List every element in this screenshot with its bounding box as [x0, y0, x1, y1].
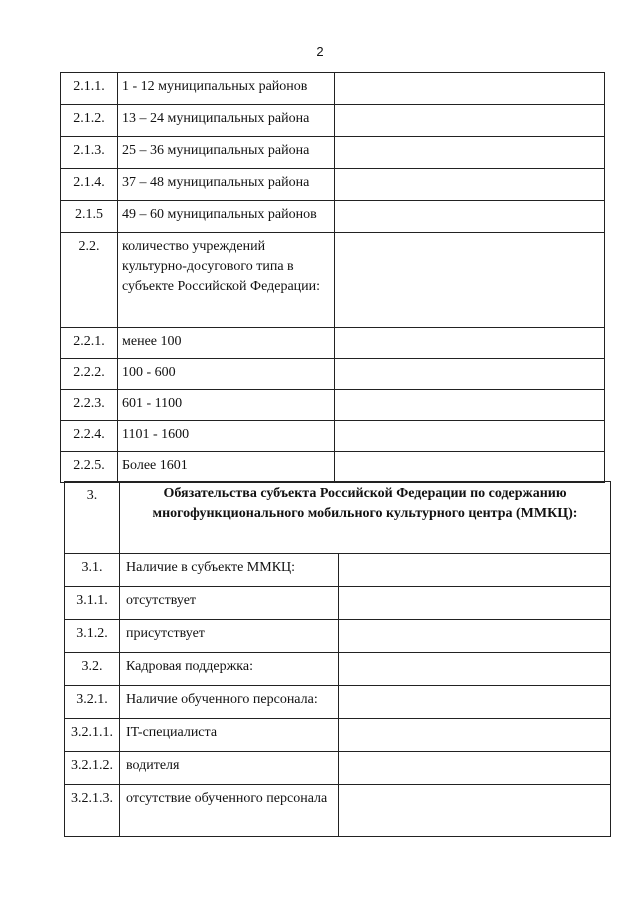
table-row [65, 686, 611, 719]
value-cell[interactable] [335, 328, 605, 359]
table-row [61, 233, 605, 328]
table-row [65, 785, 611, 837]
row-label: 37 – 48 муниципальных района [118, 169, 335, 201]
value-cell[interactable] [339, 719, 611, 752]
row-number: 2.2.4. [61, 421, 118, 452]
row-label: количество учреждений культурно-досугового типа в субъекте Российской Федерации: [118, 233, 335, 328]
row-label: отсутствие обученного персонала [120, 785, 339, 837]
table-row [65, 554, 611, 587]
table-row [61, 201, 605, 233]
row-number: 2.1.5 [61, 201, 118, 233]
row-number: 3.2.1.2. [65, 752, 120, 785]
value-cell[interactable] [339, 752, 611, 785]
row-number: 3.1.2. [65, 620, 120, 653]
row-number: 3.2.1. [65, 686, 120, 719]
table-row [61, 328, 605, 359]
row-label: 13 – 24 муниципальных района [118, 105, 335, 137]
row-label: 100 - 600 [118, 359, 335, 390]
row-number: 2.1.4. [61, 169, 118, 201]
page-number: 2 [316, 44, 324, 59]
row-label: 25 – 36 муниципальных района [118, 137, 335, 169]
row-number: 2.2.1. [61, 328, 118, 359]
row-label: менее 100 [118, 328, 335, 359]
row-number: 3.2. [65, 653, 120, 686]
section-heading: Обязательства субъекта Российской Федерации по содержанию многофункционального мобильного культурного центра (ММКЦ): [120, 482, 611, 554]
value-cell[interactable] [335, 359, 605, 390]
table-row [61, 452, 605, 483]
row-label: отсутствует [120, 587, 339, 620]
value-cell[interactable] [339, 686, 611, 719]
value-cell[interactable] [335, 169, 605, 201]
row-number: 3.2.1.3. [65, 785, 120, 837]
value-cell[interactable] [339, 620, 611, 653]
row-number: 2.2.5. [61, 452, 118, 483]
row-label: присутствует [120, 620, 339, 653]
row-label: 601 - 1100 [118, 390, 335, 421]
table-row [61, 390, 605, 421]
table-row [61, 137, 605, 169]
table-row [61, 73, 605, 105]
table-row [65, 719, 611, 752]
criteria-table-upper [60, 72, 605, 483]
value-cell[interactable] [339, 785, 611, 837]
row-label: 1 - 12 муниципальных районов [118, 73, 335, 105]
criteria-table-lower [64, 481, 611, 837]
value-cell[interactable] [335, 421, 605, 452]
row-label: Наличие обученного персонала: [120, 686, 339, 719]
row-label: 1101 - 1600 [118, 421, 335, 452]
row-number: 3.2.1.1. [65, 719, 120, 752]
value-cell[interactable] [335, 201, 605, 233]
value-cell[interactable] [335, 452, 605, 483]
row-number: 3.1.1. [65, 587, 120, 620]
value-cell[interactable] [339, 587, 611, 620]
section-number: 3. [65, 482, 120, 554]
row-number: 3.1. [65, 554, 120, 587]
row-label: Более 1601 [118, 452, 335, 483]
row-number: 2.2.2. [61, 359, 118, 390]
value-cell[interactable] [339, 554, 611, 587]
table-row [61, 359, 605, 390]
value-cell[interactable] [335, 390, 605, 421]
value-cell[interactable] [335, 233, 605, 328]
row-label: IT-специалиста [120, 719, 339, 752]
row-label: 49 – 60 муниципальных районов [118, 201, 335, 233]
row-number: 2.2.3. [61, 390, 118, 421]
value-cell[interactable] [335, 137, 605, 169]
row-label: Кадровая поддержка: [120, 653, 339, 686]
value-cell[interactable] [339, 653, 611, 686]
table-row [65, 752, 611, 785]
row-number: 2.1.2. [61, 105, 118, 137]
row-number: 2.1.1. [61, 73, 118, 105]
table-row [65, 587, 611, 620]
value-cell[interactable] [335, 105, 605, 137]
table-row [65, 620, 611, 653]
row-label: Наличие в субъекте ММКЦ: [120, 554, 339, 587]
value-cell[interactable] [335, 73, 605, 105]
row-number: 2.1.3. [61, 137, 118, 169]
row-label: водителя [120, 752, 339, 785]
row-number: 2.2. [61, 233, 118, 328]
section-row [65, 482, 611, 554]
table-row [65, 653, 611, 686]
table-row [61, 169, 605, 201]
table-row [61, 105, 605, 137]
table-row [61, 421, 605, 452]
